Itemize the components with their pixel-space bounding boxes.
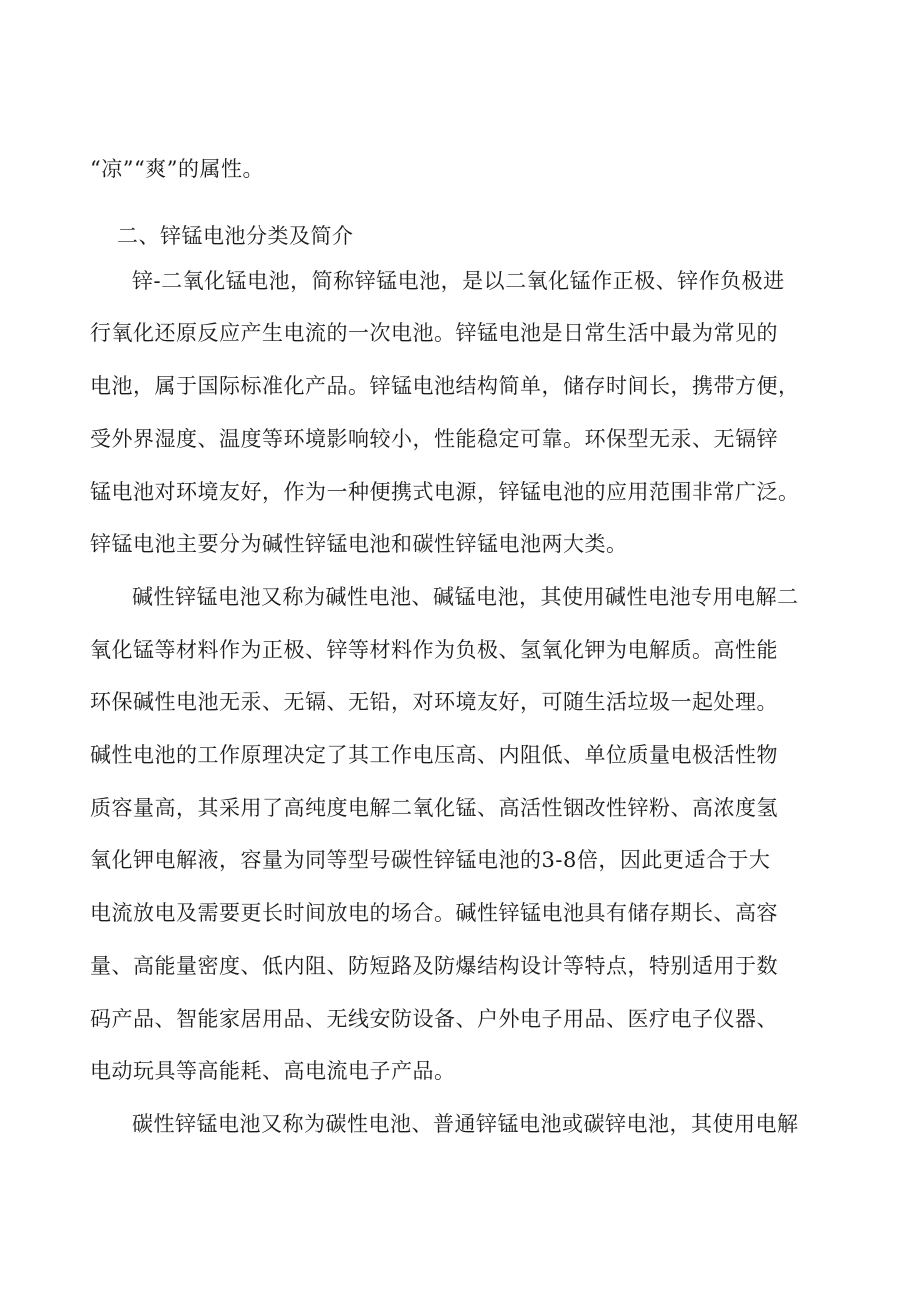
paragraph-line: 电动玩具等高能耗、高电流电子产品。 xyxy=(90,1059,456,1083)
paragraph-line: 质容量高，其采用了高纯度电解二氧化锰、高活性铟改性锌粉、高浓度氢 xyxy=(90,796,778,820)
paragraph-line: 碱性电池的工作原理决定了其工作电压高、内阻低、单位质量电极活性物 xyxy=(90,743,778,767)
paragraph-line: 受外界湿度、温度等环境影响较小，性能稳定可靠。环保型无汞、无镉锌 xyxy=(90,427,778,451)
paragraph-line: 碳性锌锰电池又称为碳性电池、普通锌锰电池或碳锌电池，其使用电解 xyxy=(132,1112,799,1136)
paragraph-line: 电流放电及需要更长时间放电的场合。碱性锌锰电池具有储存期长、高容 xyxy=(90,901,778,925)
paragraph-line: 氧化锰等材料作为正极、锌等材料作为负极、氢氧化钾为电解质。高性能 xyxy=(90,638,778,662)
paragraph-line: 碱性锌锰电池又称为碱性电池、碱锰电池，其使用碱性电池专用电解二 xyxy=(132,585,799,609)
paragraph-line: 行氧化还原反应产生电流的一次电池。锌锰电池是日常生活中最为常见的 xyxy=(90,321,778,345)
paragraph-line: 锌-二氧化锰电池，简称锌锰电池，是以二氧化锰作正极、锌作负极进 xyxy=(132,269,785,293)
paragraph-line-continuation: “凉”“爽”的属性。 xyxy=(90,157,264,181)
paragraph-line: 量、高能量密度、低内阻、防短路及防爆结构设计等特点，特别适用于数 xyxy=(90,954,778,978)
paragraph-line: 氧化钾电解液，容量为同等型号碳性锌锰电池的3-8倍，因此更适合于大 xyxy=(90,848,771,872)
paragraph-line: 码产品、智能家居用品、无线安防设备、户外电子用品、医疗电子仪器、 xyxy=(90,1007,778,1031)
paragraph-line: 锌锰电池主要分为碱性锌锰电池和碳性锌锰电池两大类。 xyxy=(90,532,628,556)
paragraph-line: 环保碱性电池无汞、无镉、无铅，对环境友好，可随生活垃圾一起处理。 xyxy=(90,690,778,714)
paragraph-line: 锰电池对环境友好，作为一种便携式电源，锌锰电池的应用范围非常广泛。 xyxy=(90,480,800,504)
section-heading: 二、锌锰电池分类及简介 xyxy=(117,224,354,248)
paragraph-line: 电池，属于国际标准化产品。锌锰电池结构简单，储存时间长，携带方便， xyxy=(90,374,800,398)
